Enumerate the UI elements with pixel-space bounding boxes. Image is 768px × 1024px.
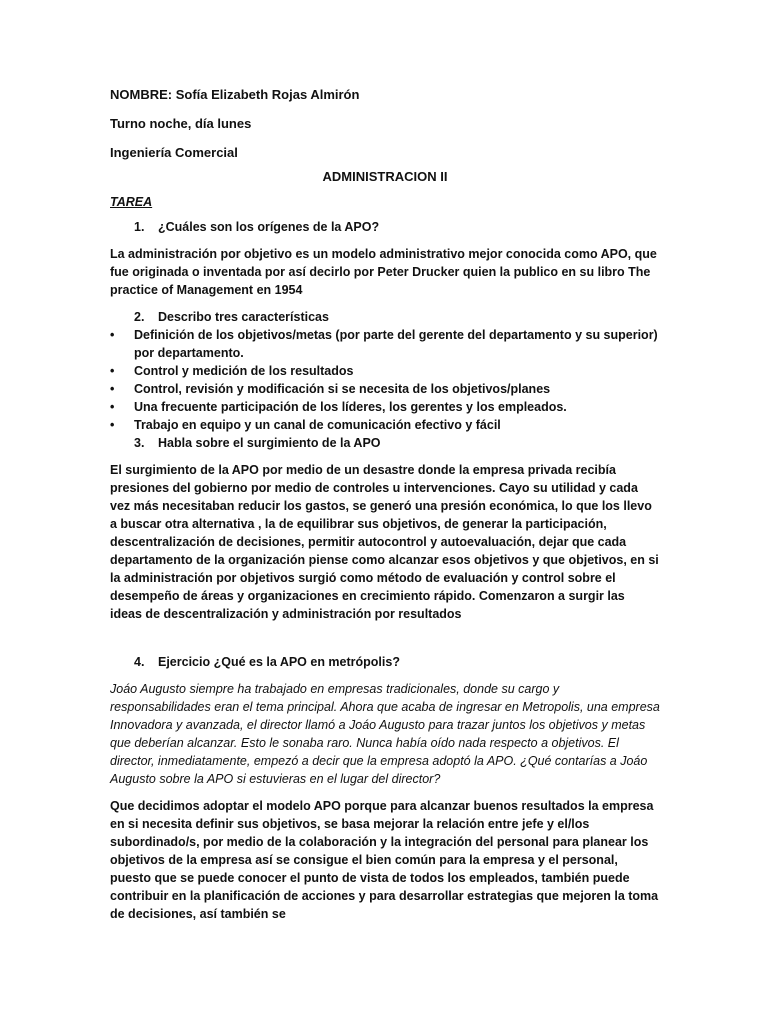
question-number: 3. [134,436,145,450]
answer-3: El surgimiento de la APO por medio de un desastre donde la empresa privada recibía presiones del gobierno por medio de controles u intervenciones. Cayo su utilidad y cada vez más necesitaban reducir los gastos, se generó una presión económica, lo que los llevo a buscar otra alternativa , la de equilibrar sus objetivos, de generar la participación, descentralización de decisiones, permitir autocontrol y autoevaluación, dejar que cada departamento de la organización piense como alcanzar esos objetivos y que objetivos, en si la administración por objetivos surgió como método de evaluación y control sobre el desempeño de áreas y organizaciones en crecimiento rápido. Comenzaron a surgir las ideas de descentralización y administración por resultados [110,463,659,621]
question-text: Habla sobre el surgimiento de la APO [158,436,381,450]
question-number: 2. [134,310,145,324]
bullet-icon: • [110,364,115,378]
question-text: Describo tres características [158,310,329,324]
list-item [110,326,660,362]
list-item [110,362,660,380]
shift-info: Turno noche, día lunes [110,116,252,131]
career-info: Ingeniería Comercial [110,145,238,160]
question-1 [110,218,660,236]
bullet-icon: • [110,400,115,414]
list-item-text: Definición de los objetivos/metas (por parte del gerente del departamento y su superior) por departamento. [134,328,658,360]
question-2 [110,308,660,326]
case-text: Joáo Augusto siempre ha trabajado en empresas tradicionales, donde su cargo y responsabilidades eran el tema principal. Ahora que acaba de ingresar en Metropolis, una empresa Innovadora y avanzada, el director llamó a Joáo Augusto para trazar juntos los objetivos y metas que deberían alcanzar. Esto le sonaba raro. Nunca había oído nada respecto a objetivos. El director, inmediatamente, empezó a decir que la empresa adoptó la APO. ¿Qué contarías a Joáo Augusto sobre la APO si estuvieras en el lugar del director? [110,682,660,786]
list-item-text: Control y medición de los resultados [134,364,354,378]
answer-4: Que decidimos adoptar el modelo APO porque para alcanzar buenos resultados la empresa en si necesita definir sus objetivos, se basa mejorar la relación entre jefe y el/los subordinado/s, por medio de la colaboración y la integración del personal para planear los objetivos de la empresa así se consigue el bien común para la empresa y el personal, puesto que se puede conocer el punto de vista de todos los empleados, también puede contribuir en la planificación de acciones y para desarrollar estrategias que mejoren la toma de decisiones, así también se [110,799,659,921]
bullet-icon: • [110,382,115,396]
question-4 [110,653,660,671]
student-name: NOMBRE: Sofía Elizabeth Rojas Almirón [110,87,360,102]
list-item-text: Trabajo en equipo y un canal de comunicación efectivo y fácil [134,418,501,432]
course-title: ADMINISTRACION II [322,169,448,184]
answer-1: La administración por objetivo es un modelo administrativo mejor conocida como APO, que fue originada o inventada por así decirlo por Peter Drucker quien la publico en su libro The practice of Management en 1954 [110,247,657,297]
bullet-icon: • [110,418,115,432]
list-item-text: Control, revisión y modificación si se necesita de los objetivos/planes [134,382,551,396]
question-text: Ejercicio ¿Qué es la APO en metrópolis? [158,655,400,669]
list-item [110,416,660,434]
bullet-icon: • [110,328,115,342]
question-number: 4. [134,655,145,669]
question-number: 1. [134,220,145,234]
question-3 [110,434,660,452]
characteristics-list [110,326,660,434]
list-item-text: Una frecuente participación de los líderes, los gerentes y los empleados. [134,400,567,414]
list-item [110,380,660,398]
question-text: ¿Cuáles son los orígenes de la APO? [158,220,380,234]
list-item [110,398,660,416]
document-content [110,86,660,923]
tarea-label: TAREA [110,195,153,209]
